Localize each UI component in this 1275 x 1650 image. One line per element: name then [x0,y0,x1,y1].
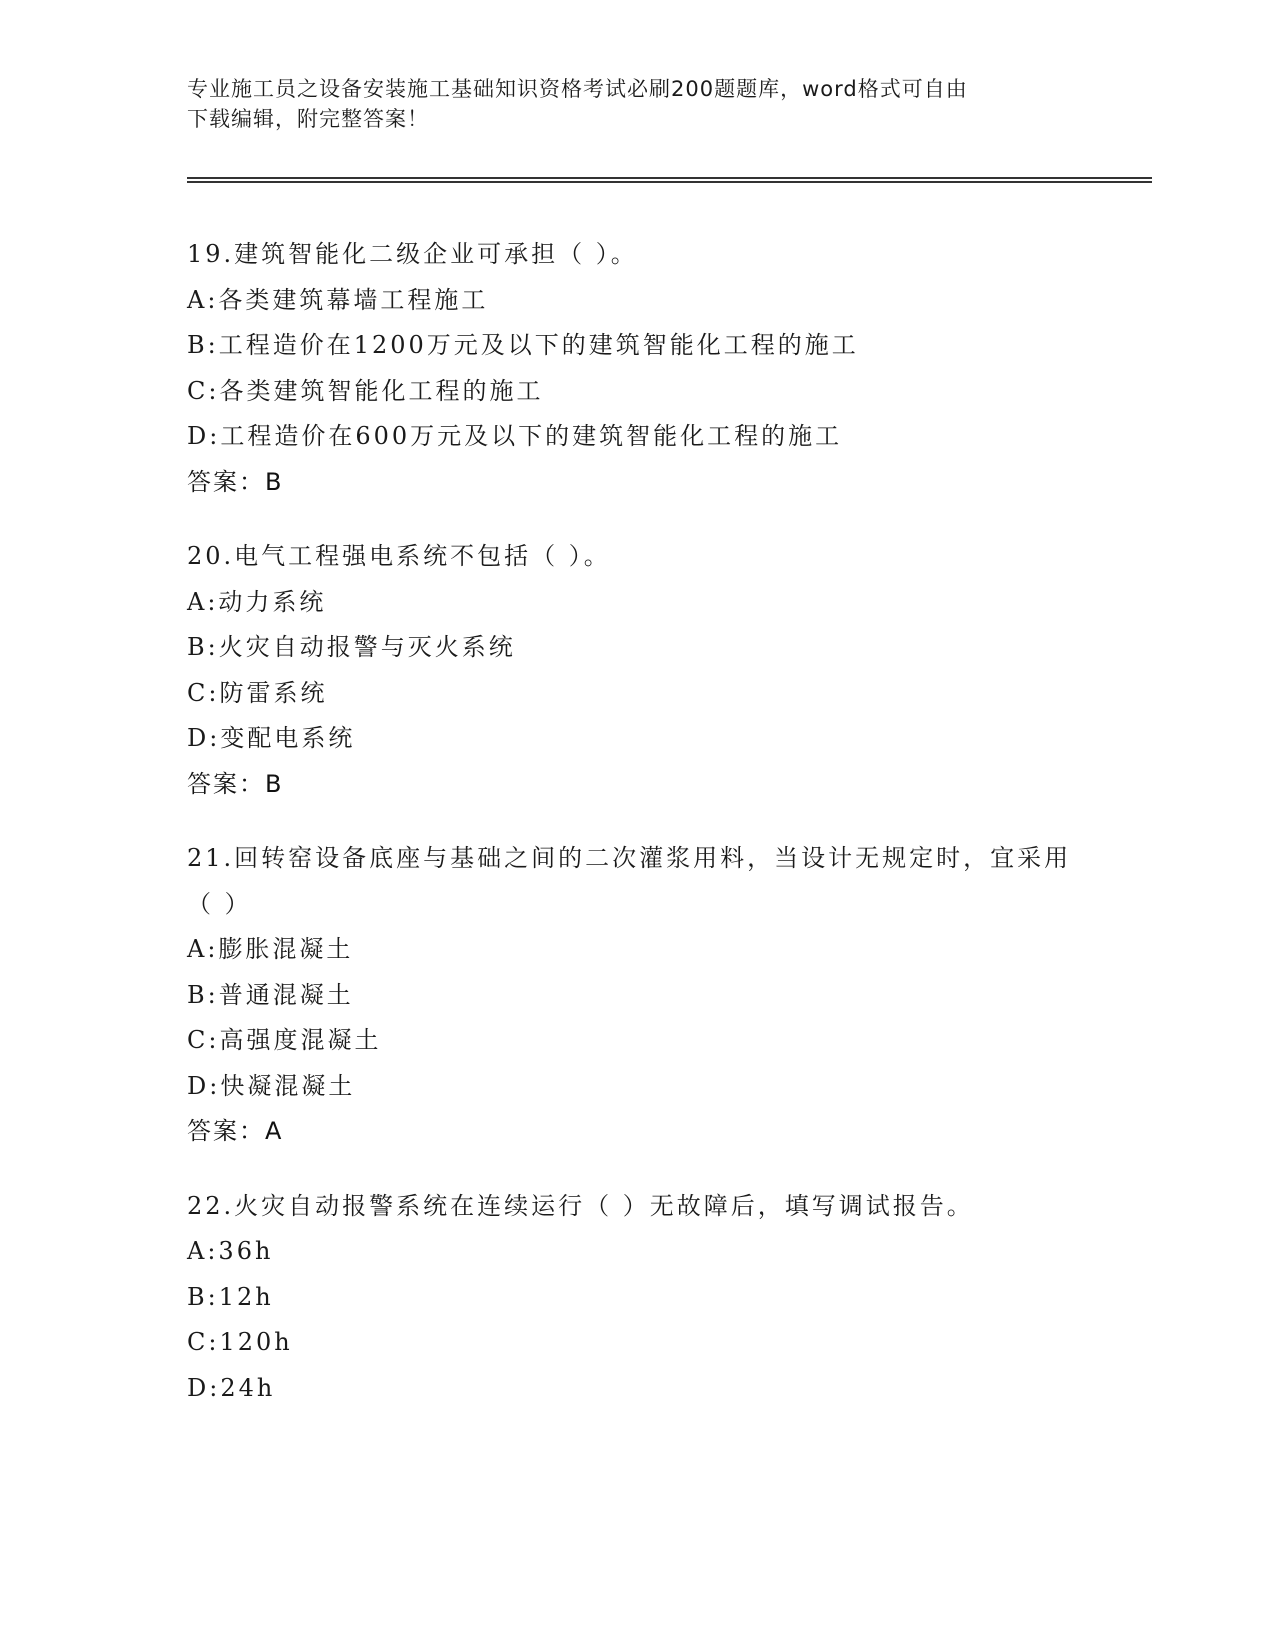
question-22 [187,1184,1087,1412]
header-line-2: 下载编辑，附完整答案！ [187,107,429,131]
option-d: D:快凝混凝土 [187,1071,356,1100]
option-c: C:120h [187,1328,293,1356]
option-d: D:工程造价在600万元及以下的建筑智能化工程的施工 [187,422,843,450]
option-d: D:变配电系统 [187,724,356,752]
option-d: D:24h [187,1373,276,1402]
option-a: A:各类建筑幕墙工程施工 [187,285,489,314]
option-c: C:防雷系统 [187,678,328,707]
option-b: B:普通混凝土 [187,980,354,1009]
answer-line: 答案：B [187,467,284,496]
question-20 [187,534,1087,807]
question-text: 20.电气工程强电系统不包括（ ）。 [187,542,611,570]
option-a: A:36h [187,1237,274,1265]
question-text: 22.火灾自动报警系统在连续运行（ ）无故障后，填写调试报告。 [187,1191,974,1220]
option-b: B:火灾自动报警与灭火系统 [187,633,516,661]
answer-line: 答案：A [187,1117,284,1145]
header-divider-bottom [187,181,1152,183]
header-line-1: 专业施工员之设备安装施工基础知识资格考试必刷200题题库，word格式可自由 [187,77,968,101]
question-21 [187,836,1087,1155]
option-a: A:膨胀混凝土 [187,935,354,963]
question-list [187,232,1087,1440]
option-b: B:12h [187,1282,274,1311]
option-a: A:动力系统 [187,587,327,616]
question-text: 21.回转窑设备底座与基础之间的二次灌浆用料，当设计无规定时，宜采用（ ） [187,844,1072,918]
document-header [187,74,1087,134]
header-divider-top [187,177,1152,179]
question-19 [187,232,1087,505]
option-c: C:各类建筑智能化工程的施工 [187,376,544,405]
option-b: B:工程造价在1200万元及以下的建筑智能化工程的施工 [187,331,859,359]
question-text: 19.建筑智能化二级企业可承担（ ）。 [187,240,638,268]
option-c: C:高强度混凝土 [187,1026,382,1054]
answer-line: 答案：B [187,769,284,798]
